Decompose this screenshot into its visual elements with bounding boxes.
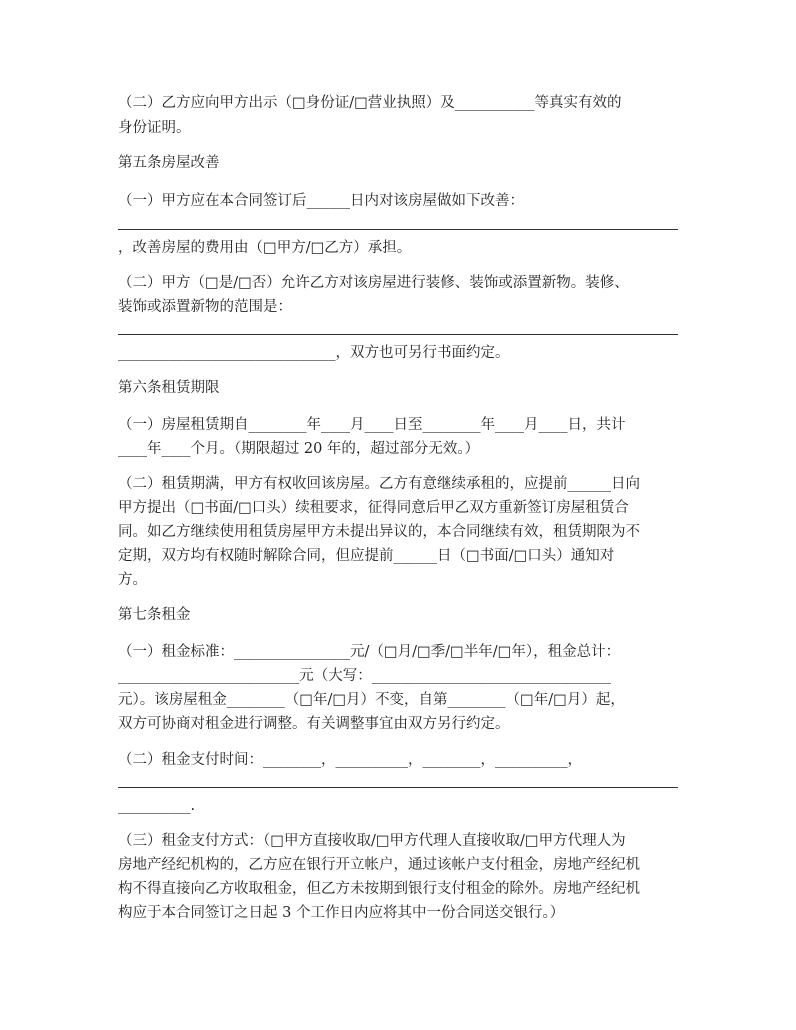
clause-4-2-line-1: （二）乙方应向甲方出示（□身份证/□营业执照）及___________等真实有效的 [118, 95, 622, 111]
clause-7-1-line-3: 元）。该房屋租金________（□年/□月）不变，自第________（□年/□月）起， [118, 692, 625, 708]
clause-5-2-line-1: （二）甲方（□是/□否）允许乙方对该房屋进行装修、装饰或添置新物。装修、 [118, 275, 629, 291]
blank-fill-line [118, 229, 678, 230]
clause-6-2-line-5: 方。 [118, 572, 147, 588]
blank-fill-line [118, 334, 678, 335]
clause-7-3-line-3: 构不得直接向乙方收取租金，但乙方未按期到银行支付租金的除外。房地产经纪机 [118, 881, 640, 897]
article-5-heading: 第五条房屋改善 [118, 155, 220, 171]
clause-5-2-line-2: 装饰或添置新物的范围是： [118, 299, 292, 315]
clause-6-2-line-3: 同。如乙方继续使用租赁房屋甲方未提出异议的，本合同继续有效，租赁期限为不 [118, 524, 640, 540]
clause-7-3-line-1: （三）租金支付方式：（□甲方直接收取/□甲方代理人直接收取/□甲方代理人为 [118, 833, 626, 849]
clause-5-1-line-1: （一）甲方应在本合同签订后______日内对该房屋做如下改善： [118, 193, 524, 209]
clause-7-1-line-1: （一）租金标准：________________元/（□月/□季/□半年/□年），租金总计： [118, 644, 621, 660]
clause-6-1-line-1: （一）房屋租赁期自________年____月____日至________年____月____日，共计 [118, 417, 626, 433]
clause-7-3-line-4: 构应于本合同签订之日起 3 个工作日内应将其中一份合同送交银行。） [118, 905, 565, 921]
clause-7-2-line-2: __________. [118, 798, 196, 814]
clause-6-2-line-2: 甲方提出（□书面/□口头）续租要求，征得同意后甲乙双方重新签订房屋租赁合 [118, 500, 629, 516]
article-6-heading: 第六条租赁期限 [118, 380, 220, 396]
clause-6-2-line-4: 定期，双方均有权随时解除合同，但应提前______日（□书面/□口头）通知对 [118, 548, 615, 564]
clause-7-3-line-2: 房地产经纪机构的，乙方应在银行开立帐户，通过该帐户支付租金，房地产经纪机 [118, 857, 640, 873]
clause-4-2-line-2: 身份证明。 [118, 120, 191, 136]
clause-7-1-line-2: _________________________元（大写：_________________________________ [118, 668, 611, 684]
clause-5-2-line-3: ______________________________，双方也可另行书面约定。 [118, 345, 510, 361]
clause-6-1-line-2: ____年____个月。（期限超过 20 年的，超过部分无效。） [118, 441, 480, 457]
clause-7-1-line-4: 双方可协商对租金进行调整。有关调整事宜由双方另行约定。 [118, 716, 510, 732]
clause-7-2-line-1: （二）租金支付时间：________，__________，________，__________， [118, 752, 582, 768]
article-7-heading: 第七条租金 [118, 607, 191, 623]
blank-fill-line [118, 787, 678, 788]
clause-5-1-line-2: ，改善房屋的费用由（□甲方/□乙方）承担。 [118, 240, 412, 256]
clause-6-2-line-1: （二）租赁期满，甲方有权收回该房屋。乙方有意继续承租的，应提前______日向 [118, 476, 640, 492]
